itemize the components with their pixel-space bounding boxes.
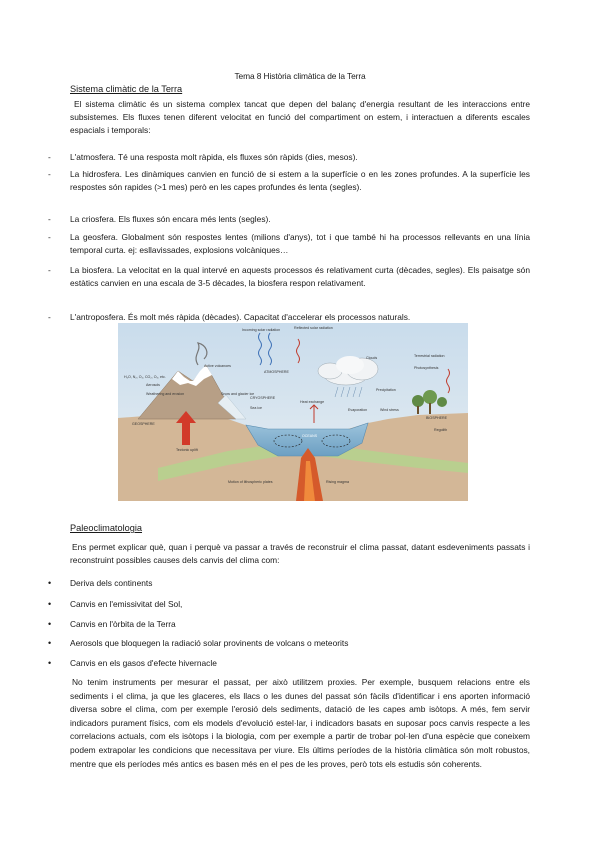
list-marker: • — [48, 578, 52, 588]
list-item-text: Aerosols que bloquegen la radiació solar provinents de volcans o meteorits — [70, 638, 349, 648]
list-item-text: Deriva dels continents — [70, 578, 153, 588]
label-precipitation: Precipitation — [376, 388, 396, 392]
list-marker: - — [48, 312, 51, 322]
label-oceans: OCEANS — [302, 434, 318, 438]
label-biosphere: BIOSPHERE — [426, 416, 447, 420]
list-item-text: La biosfera. La velocitat en la qual intervé en aquests processos és relativament curta (dècades, segles). Els paisatge són estàtics canvien en una escala de 3-5 dècades, la biosfera respon relativament. — [70, 265, 530, 289]
list-marker: - — [48, 152, 51, 162]
label-heat-exchange: Heat exchange — [300, 400, 325, 404]
list-item — [48, 637, 530, 650]
list-item — [48, 618, 530, 631]
list-marker: • — [48, 619, 52, 629]
section-heading-paleoclimatology: Paleoclimatologia — [70, 523, 143, 533]
list-marker: - — [48, 232, 51, 242]
label-photosynthesis: Photosynthesis — [414, 366, 439, 370]
list-item — [48, 213, 530, 226]
label-geosphere: GEOSPHERE — [132, 422, 155, 426]
list-item — [48, 657, 530, 670]
climate-system-diagram — [118, 323, 468, 501]
label-snow-glacier: Snow and glacier ice — [221, 392, 255, 396]
label-incoming: Incoming solar radiation — [242, 328, 281, 332]
label-sea-ice: Sea ice — [250, 406, 262, 410]
label-aerosols: Aerosols — [146, 383, 160, 387]
list-item — [48, 264, 530, 290]
list-marker: - — [48, 214, 51, 224]
list-item-text: Canvis en els gasos d'efecte hivernacle — [70, 658, 217, 668]
label-gases: H₂O, N₂, O₂, CO₂, O₃, etc. — [124, 375, 166, 379]
list-item — [48, 231, 530, 257]
label-cryosphere: CRYOSPHERE — [250, 396, 276, 400]
label-reflected: Reflected solar radiation — [294, 326, 333, 330]
list-marker: • — [48, 599, 52, 609]
list-item — [48, 168, 530, 194]
list-item-text: L'atmosfera. Té una resposta molt ràpida, els fluxes són ràpids (dies, mesos). — [70, 152, 358, 162]
list-item-text: Canvis en l'òrbita de la Terra — [70, 619, 176, 629]
section2-closing: No tenim instruments per mesurar el passat, per això utilitzem proxies. Per exemple, busquem relacions entre els sediments i el clima, ja que les glaceres, els llacs o les dunes del passat són fàcils d'identificar i ens aporten informació diversa sobre el clima, com per exemple l'erosió dels sediments, datació de les capes amb isòtops. A més, fem servir indicadors purament físics, com els models d'evolució estel·lar, i indicadors basats en suposar pocs canvis respecte a les correlacions actuals, com els isòtops i la biologia, com per exemple a partir de trobar pol·len d'una espècie que coneixem podem extrapolar les condicions que necessitava per viure. Els últims períodes de la història climàtica són molt robustos, mentre que els períodes més antics es basen més en el pes de les proves, però tots els estudis són coherents. — [70, 677, 530, 769]
label-atmosphere: ATMOSPHERE — [264, 370, 289, 374]
label-terrestrial: Terrestrial radiation — [414, 354, 445, 358]
list-item-text: La hidrosfera. Les dinàmiques canvien en funció de si estem a la superfície o en les zones profundes. A la superfície les respostes són rapides (>1 mes) però en les capes profundes és lenta (segles). — [70, 169, 530, 193]
label-active-volcanoes: Active volcanoes — [204, 364, 231, 368]
list-marker: - — [48, 169, 51, 179]
section-heading-climate-system: Sistema climàtic de la Terra — [70, 84, 183, 94]
label-regolith: Regolith — [434, 428, 448, 432]
label-tectonic-uplift: Tectonic uplift — [176, 448, 198, 452]
list-item — [48, 598, 530, 611]
list-item-text: L'antroposfera. És molt més ràpida (dècades). Capacitat d'accelerar els processos naturals. — [70, 312, 411, 322]
list-marker: • — [48, 638, 52, 648]
label-wind-stress: Wind stress — [380, 408, 399, 412]
list-marker: • — [48, 658, 52, 668]
list-item — [48, 577, 530, 590]
list-item-text: Canvis en l'emissivitat del Sol, — [70, 599, 183, 609]
section1-intro: El sistema climàtic és un sistema complex tancat que depen del balanç d'energia resultant de les interaccions entre subsistemes. Els fluxes tenen diferent velocitat en funció del compartiment on estem, i interactuen a diferents escales espacials i temporals: — [70, 99, 530, 136]
list-item — [48, 151, 530, 164]
section2-intro: Ens permet explicar què, quan i perquè va passar a través de reconstruir el clima passat, datant esdeveniments passats i reconstruint possibles causes dels canvis del clima com: — [70, 542, 530, 566]
list-item-text: La geosfera. Globalment són respostes lentes (milions d'anys), tot i que també hi ha processos rellevants en una línia temporal curta. ej: esllavissades, explosions volcàniques… — [70, 232, 530, 256]
label-evaporation: Evaporation — [348, 408, 368, 412]
label-weathering: Weathering and erosion — [146, 392, 185, 396]
label-clouds: Clouds — [366, 356, 378, 360]
list-marker: - — [48, 265, 51, 275]
list-item-text: La criosfera. Els fluxes són encara més lents (segles). — [70, 214, 271, 224]
page-title: Tema 8 Història climàtica de la Terra — [234, 71, 366, 81]
label-motion-plates: Motion of lithospheric plates — [228, 480, 273, 484]
label-rising-magma: Rising magma — [326, 480, 349, 484]
